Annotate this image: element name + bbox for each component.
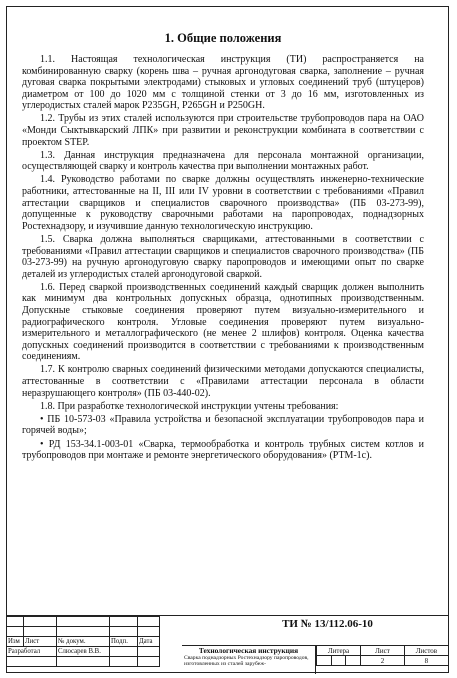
- col-list: Лист: [24, 637, 57, 647]
- paragraph-1-6: 1.6. Перед сваркой производственных соединений каждый сварщик должен выполнить как минимум два контрольных допускных образца, однотипных производственным. Допускные стыковые соединения проверяют путем визуально-измерительного и радиографического контроля. Угловые соединения проверяют путем визуально-измерительного и металлографического (не менее 2 шлифов) контроля. Оценка качества допускных соединений производится в соответствии с требованиями к производственным соединениям.: [22, 281, 424, 363]
- document-number: ТИ № 13/112.06-10: [282, 618, 373, 630]
- rev-cell: [57, 627, 110, 637]
- rev-cell: [7, 617, 24, 627]
- litera-header: Литера: [317, 646, 361, 656]
- paragraph-1-2: [22, 113, 424, 148]
- rev-cell: [24, 617, 57, 627]
- rev-cell: [138, 617, 160, 627]
- title-block: [6, 615, 449, 673]
- sheets-header: Листов: [404, 646, 448, 656]
- rev-cell: [110, 627, 138, 637]
- bullet-pb-10-573-03: • ПБ 10-573-03 «Правила устройства и безопасной эксплуатации трубопроводов пара и горячей воды»;: [22, 413, 424, 437]
- section-title: 1. Общие положения: [164, 31, 282, 45]
- sheets-count: 8: [404, 656, 448, 666]
- sheet-table: [316, 645, 449, 666]
- col-dokum: № докум.: [57, 637, 110, 647]
- paragraph-1-7: 1.7. К контролю сварных соединений физическими методами допускаются специалисты, аттестованные в соответствии с «Правилами аттестации персонала в области неразрушающего контроля» (ПБ 03-440-02).: [22, 364, 424, 399]
- paragraph-1-5: 1.5. Сварка должна выполняться сварщиками, аттестованными в соответствии с требованиями «Правил аттестации сварщиков и специалистов сварочного производства» (ПБ 03-273-99) на ручную аргонодуговую сварку паропроводов и имеющими опыт по сварке деталей из углеродистых сталей аргонодуговой сваркой.: [22, 233, 424, 280]
- bullet-rd-153-34: • РД 153-34.1-003-01 «Сварка, термообработка и контроль трубных систем котлов и трубопроводов при монтаже и ремонте энергетического оборудования» (РТМ-1с).: [22, 438, 424, 462]
- rev-cell: [57, 617, 110, 627]
- role-label: Разработал: [7, 647, 57, 657]
- paragraph-1-4: 1.4. Руководство работами по сварке должны осуществлять инженерно-технические работники, аттестованные на II, III или IV уровни в соответствии с требованиями «Правил аттестации сварщиков и специалистов сварочного производства» (ПБ 03-273-99), допущенные к руководству сварочными работами на паропроводах, поднадзорных Ростехнадзору, и изучившие данную технологическую инструкцию.: [22, 174, 424, 232]
- rev-cell: [24, 627, 57, 637]
- litera-cell: [346, 656, 361, 666]
- paragraph-1-8: 1.8. При разработке технологической инструкции учтены требования:: [40, 400, 339, 412]
- role-cell: [7, 657, 57, 667]
- litera-cell: [331, 656, 346, 666]
- sheet-number: 2: [361, 656, 405, 666]
- rev-cell: [110, 617, 138, 627]
- col-podp: Подп.: [110, 637, 138, 647]
- document-body: [22, 31, 424, 463]
- paragraph-1-2-text: 1.2. Трубы из этих сталей используются при строительстве трубопроводов пара на ОАО «Монди Сыктывкарский ЛПК» при развитии и реконструкции комбината в соответствии с проектом STEP.: [22, 113, 424, 148]
- col-izm: Изм: [7, 637, 24, 647]
- signature-cell: [110, 657, 138, 667]
- paragraph-1-3: 1.3. Данная инструкция предназначена для персонала монтажной организации, осуществляющей сварку и контроль качества при выполнении монтажных работ.: [22, 149, 424, 173]
- litera-cell: [317, 656, 332, 666]
- developer-name: Слюсарев В.В.: [57, 647, 110, 657]
- rev-cell: [7, 627, 24, 637]
- document-title-box: [182, 645, 316, 674]
- document-subtitle: Сварка поднадзорных Ростехнадзору паропроводов, изготовленных из сталей зарубеж-: [184, 655, 309, 668]
- paragraph-1-1: 1.1. Настоящая технологическая инструкция (ТИ) распространяется на комбинированную сварку (корень шва – ручная аргонодуговая сварка, заполнение – ручная дуговая сварка покрытыми электродами) стыковых и угловых соединений труб (штуцеров) диаметром от 100 до 1020 мм с толщиной стенки от 3 до 16 мм, изготовленных из углеродистых сталей марок P235GH, P265GH и P250GH.: [22, 54, 424, 112]
- signature-cell: [110, 647, 138, 657]
- revision-table: [6, 616, 160, 667]
- rev-cell: [138, 627, 160, 637]
- date-cell: [138, 657, 160, 667]
- date-cell: [138, 647, 160, 657]
- name-cell: [57, 657, 110, 667]
- document-title: Технологическая инструкция: [198, 646, 299, 655]
- sheet-header: Лист: [361, 646, 405, 656]
- col-data: Дата: [138, 637, 160, 647]
- sheet-info: [316, 645, 449, 674]
